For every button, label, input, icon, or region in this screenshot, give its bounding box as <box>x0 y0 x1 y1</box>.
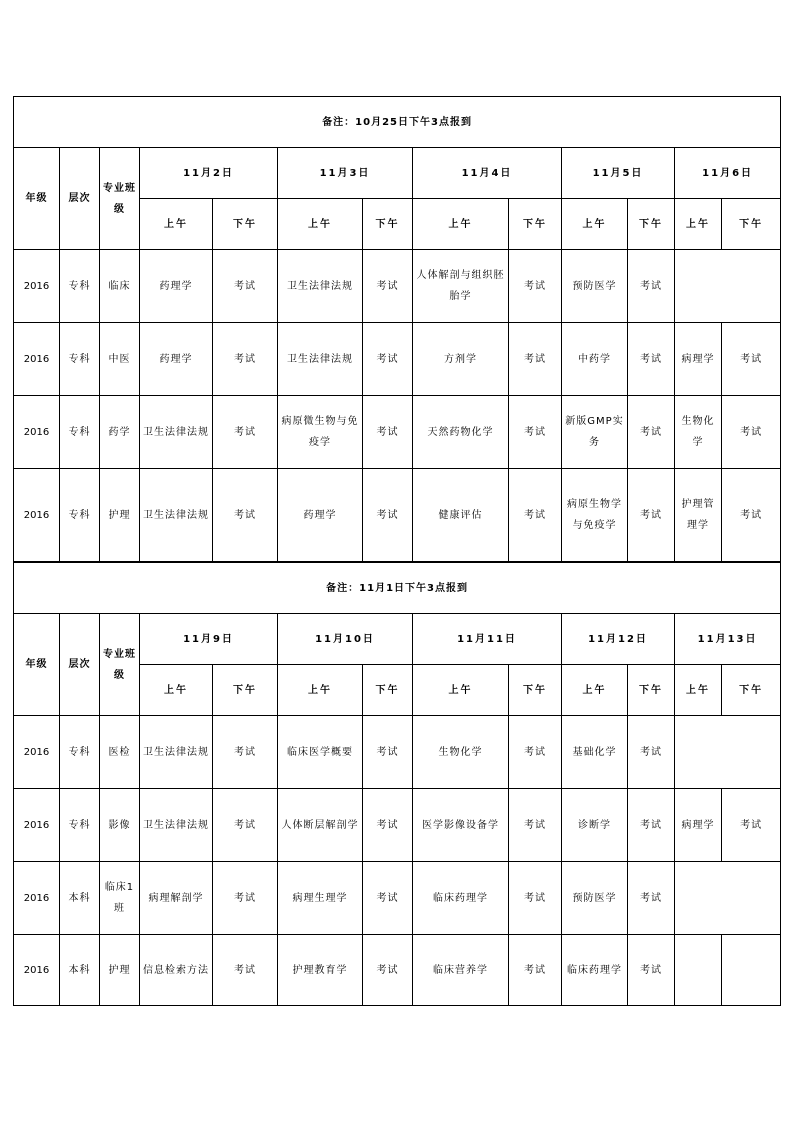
course-cell: 卫生法律法规 <box>140 396 213 469</box>
level-cell: 专科 <box>60 396 100 469</box>
date-header: 11月11日 <box>413 614 562 665</box>
course-cell: 诊断学 <box>562 789 628 862</box>
exam-cell: 考试 <box>363 396 413 469</box>
course-cell: 医学影像设备学 <box>413 789 509 862</box>
year-cell: 2016 <box>14 716 60 789</box>
course-cell: 卫生法律法规 <box>278 250 363 323</box>
major-cell: 临床 <box>100 250 140 323</box>
empty-cell <box>675 935 722 1006</box>
exam-cell: 考试 <box>363 323 413 396</box>
level-cell: 专科 <box>60 323 100 396</box>
date-header: 11月6日 <box>675 148 781 199</box>
course-cell: 预防医学 <box>562 862 628 935</box>
exam-cell: 考试 <box>628 323 675 396</box>
pm-header: 下午 <box>363 665 413 716</box>
course-cell: 临床药理学 <box>562 935 628 1006</box>
course-cell: 病理解剖学 <box>140 862 213 935</box>
major-cell: 影像 <box>100 789 140 862</box>
exam-cell: 考试 <box>628 935 675 1006</box>
table-row <box>14 469 781 562</box>
date-header: 11月12日 <box>562 614 675 665</box>
course-cell: 卫生法律法规 <box>140 716 213 789</box>
level-cell: 专科 <box>60 789 100 862</box>
table-row <box>14 250 781 323</box>
course-cell: 病理生理学 <box>278 862 363 935</box>
exam-cell: 考试 <box>628 250 675 323</box>
table-row <box>14 396 781 469</box>
exam-cell: 考试 <box>722 789 781 862</box>
course-cell: 信息检索方法 <box>140 935 213 1006</box>
exam-cell: 考试 <box>213 789 278 862</box>
pm-header: 下午 <box>722 665 781 716</box>
course-cell: 病原生物学与免疫学 <box>562 469 628 562</box>
pm-header: 下午 <box>628 199 675 250</box>
major-cell: 临床1班 <box>100 862 140 935</box>
exam-cell: 考试 <box>509 396 562 469</box>
course-cell: 生物化学 <box>413 716 509 789</box>
exam-schedule-table-2 <box>13 562 781 1006</box>
exam-cell: 考试 <box>509 323 562 396</box>
course-cell: 卫生法律法规 <box>140 469 213 562</box>
course-cell: 卫生法律法规 <box>278 323 363 396</box>
year-cell: 2016 <box>14 396 60 469</box>
year-cell: 2016 <box>14 323 60 396</box>
date-header: 11月10日 <box>278 614 413 665</box>
am-header: 上午 <box>675 665 722 716</box>
course-cell: 药理学 <box>278 469 363 562</box>
exam-cell: 考试 <box>213 716 278 789</box>
pm-header: 下午 <box>509 665 562 716</box>
exam-cell: 考试 <box>213 323 278 396</box>
pm-header: 下午 <box>509 199 562 250</box>
course-cell: 病理学 <box>675 789 722 862</box>
am-header: 上午 <box>278 665 363 716</box>
year-cell: 2016 <box>14 789 60 862</box>
table-row <box>14 323 781 396</box>
level-cell: 本科 <box>60 935 100 1006</box>
exam-cell: 考试 <box>213 469 278 562</box>
course-cell: 健康评估 <box>413 469 509 562</box>
date-header: 11月9日 <box>140 614 278 665</box>
exam-cell: 考试 <box>628 469 675 562</box>
major-cell: 护理 <box>100 935 140 1006</box>
am-header: 上午 <box>140 199 213 250</box>
am-header: 上午 <box>278 199 363 250</box>
exam-cell: 考试 <box>628 716 675 789</box>
date-header: 11月13日 <box>675 614 781 665</box>
table-row <box>14 789 781 862</box>
course-cell: 药理学 <box>140 250 213 323</box>
year-cell: 2016 <box>14 250 60 323</box>
major-cell: 中医 <box>100 323 140 396</box>
course-cell: 护理教育学 <box>278 935 363 1006</box>
exam-cell: 考试 <box>509 862 562 935</box>
exam-cell: 考试 <box>213 935 278 1006</box>
grade-header: 年级 <box>14 614 60 716</box>
empty-cell <box>675 716 781 789</box>
level-cell: 专科 <box>60 469 100 562</box>
course-cell: 临床医学概要 <box>278 716 363 789</box>
exam-cell: 考试 <box>363 469 413 562</box>
pm-header: 下午 <box>628 665 675 716</box>
table-row <box>14 716 781 789</box>
exam-cell: 考试 <box>213 250 278 323</box>
exam-cell: 考试 <box>722 323 781 396</box>
exam-cell: 考试 <box>509 469 562 562</box>
exam-cell: 考试 <box>363 789 413 862</box>
course-cell: 基础化学 <box>562 716 628 789</box>
date-header: 11月2日 <box>140 148 278 199</box>
section-note: 备注：10月25日下午3点报到 <box>14 97 781 148</box>
table-row <box>14 862 781 935</box>
course-cell: 生物化学 <box>675 396 722 469</box>
exam-schedule-table-1 <box>13 96 781 562</box>
course-cell: 方剂学 <box>413 323 509 396</box>
course-cell: 病理学 <box>675 323 722 396</box>
level-cell: 本科 <box>60 862 100 935</box>
course-cell: 护理管理学 <box>675 469 722 562</box>
am-header: 上午 <box>675 199 722 250</box>
major-cell: 医检 <box>100 716 140 789</box>
level-header: 层次 <box>60 148 100 250</box>
course-cell: 临床营养学 <box>413 935 509 1006</box>
exam-cell: 考试 <box>722 469 781 562</box>
course-cell: 卫生法律法规 <box>140 789 213 862</box>
level-cell: 专科 <box>60 716 100 789</box>
pm-header: 下午 <box>213 665 278 716</box>
exam-cell: 考试 <box>213 862 278 935</box>
date-header: 11月3日 <box>278 148 413 199</box>
course-cell: 人体断层解剖学 <box>278 789 363 862</box>
year-cell: 2016 <box>14 862 60 935</box>
exam-cell: 考试 <box>628 862 675 935</box>
year-cell: 2016 <box>14 469 60 562</box>
exam-cell: 考试 <box>509 716 562 789</box>
course-cell: 人体解剖与组织胚胎学 <box>413 250 509 323</box>
level-header: 层次 <box>60 614 100 716</box>
exam-cell: 考试 <box>363 935 413 1006</box>
am-header: 上午 <box>140 665 213 716</box>
exam-cell: 考试 <box>363 250 413 323</box>
exam-cell: 考试 <box>628 396 675 469</box>
course-cell: 新版GMP实务 <box>562 396 628 469</box>
major-header: 专业班级 <box>100 148 140 250</box>
am-header: 上午 <box>562 665 628 716</box>
grade-header: 年级 <box>14 148 60 250</box>
course-cell: 天然药物化学 <box>413 396 509 469</box>
date-header: 11月5日 <box>562 148 675 199</box>
exam-cell: 考试 <box>363 862 413 935</box>
date-header: 11月4日 <box>413 148 562 199</box>
course-cell: 药理学 <box>140 323 213 396</box>
am-header: 上午 <box>413 199 509 250</box>
table-row <box>14 935 781 1006</box>
exam-cell: 考试 <box>509 250 562 323</box>
pm-header: 下午 <box>363 199 413 250</box>
course-cell: 病原微生物与免疫学 <box>278 396 363 469</box>
level-cell: 专科 <box>60 250 100 323</box>
section-note: 备注：11月1日下午3点报到 <box>14 563 781 614</box>
pm-header: 下午 <box>722 199 781 250</box>
empty-cell <box>675 862 781 935</box>
am-header: 上午 <box>562 199 628 250</box>
exam-cell: 考试 <box>363 716 413 789</box>
course-cell: 中药学 <box>562 323 628 396</box>
course-cell: 临床药理学 <box>413 862 509 935</box>
course-cell: 预防医学 <box>562 250 628 323</box>
am-header: 上午 <box>413 665 509 716</box>
pm-header: 下午 <box>213 199 278 250</box>
empty-cell <box>722 935 781 1006</box>
exam-cell: 考试 <box>628 789 675 862</box>
empty-cell <box>675 250 781 323</box>
exam-cell: 考试 <box>722 396 781 469</box>
major-cell: 护理 <box>100 469 140 562</box>
exam-cell: 考试 <box>509 789 562 862</box>
exam-cell: 考试 <box>509 935 562 1006</box>
major-header: 专业班级 <box>100 614 140 716</box>
year-cell: 2016 <box>14 935 60 1006</box>
exam-cell: 考试 <box>213 396 278 469</box>
major-cell: 药学 <box>100 396 140 469</box>
